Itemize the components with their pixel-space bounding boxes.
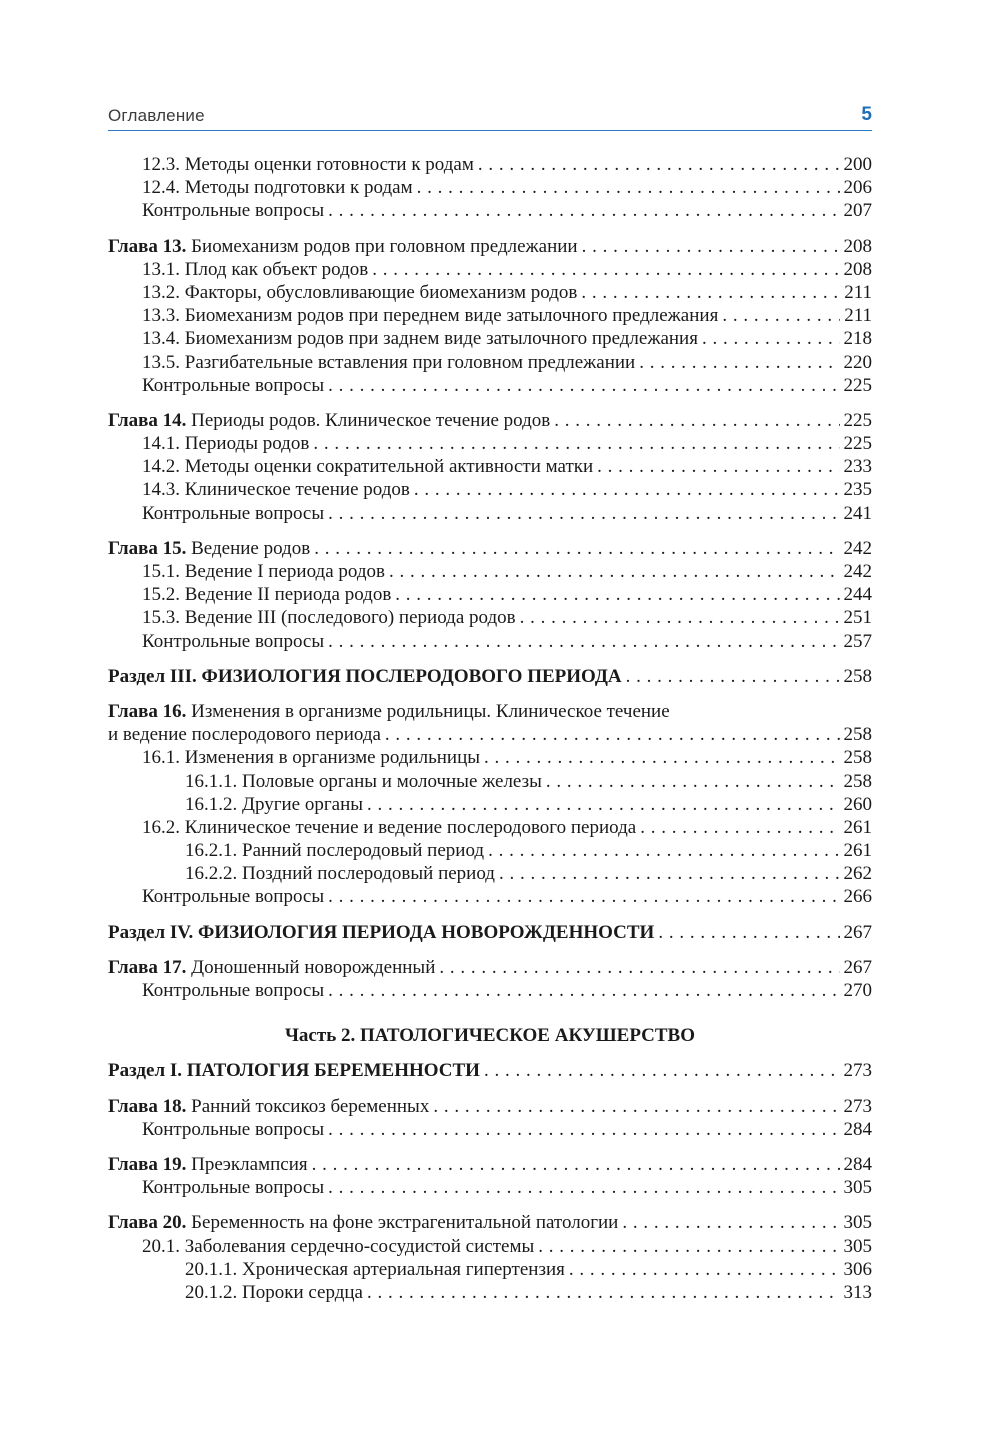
- toc-chapter-18: [108, 1095, 872, 1118]
- toc-chapter-13: [108, 235, 872, 258]
- leader-dots: [414, 478, 840, 501]
- toc-entry-label: Контрольные вопросы: [142, 886, 325, 908]
- toc-entry-label: 13.1. Плод как объект родов: [142, 258, 369, 280]
- leader-dots: [478, 153, 840, 176]
- toc-entry: [108, 770, 872, 793]
- toc-entry: [108, 746, 872, 769]
- toc-entry-label: Контрольные вопросы: [142, 1177, 325, 1199]
- toc-entry: [108, 432, 872, 455]
- running-header: [108, 104, 872, 131]
- leader-dots: [433, 1095, 839, 1118]
- toc-entry: [108, 258, 872, 281]
- toc-entry-page: 261: [843, 816, 872, 838]
- toc-entry-label: 16.2.1. Ранний послеродовый период: [185, 840, 485, 862]
- leader-dots: [367, 1281, 840, 1304]
- leader-dots: [484, 1059, 840, 1082]
- toc-chapter-16-cont: [108, 723, 872, 746]
- leader-dots: [417, 176, 840, 199]
- chapter-prefix: Глава 13.: [108, 235, 187, 257]
- leader-dots: [597, 455, 839, 478]
- toc-entry: [108, 1281, 872, 1304]
- toc-entry-page: 262: [843, 863, 872, 885]
- toc-entry-page: 257: [843, 630, 872, 652]
- toc-entry: [108, 455, 872, 478]
- toc-entry-label: Доношенный новорожденный: [191, 956, 436, 978]
- leader-dots: [640, 816, 839, 839]
- toc-entry-label: Контрольные вопросы: [142, 200, 325, 222]
- leader-dots: [328, 374, 839, 397]
- toc-section-i: [108, 1059, 872, 1082]
- toc-entry-label: Беременность на фоне экстрагенитальной патологии: [191, 1212, 619, 1234]
- toc-chapter-20: [108, 1211, 872, 1234]
- leader-dots: [372, 258, 839, 281]
- toc-entry-page: 261: [843, 840, 872, 862]
- toc-entry-label: 20.1. Заболевания сердечно-сосудистой системы: [142, 1235, 535, 1257]
- toc-entry: [108, 1235, 872, 1258]
- toc-entry: [108, 816, 872, 839]
- toc-section-label: Раздел I. ПАТОЛОГИЯ БЕРЕМЕННОСТИ: [108, 1060, 480, 1082]
- toc-entry-label: Контрольные вопросы: [142, 1118, 325, 1140]
- toc-entry-page: 313: [843, 1281, 872, 1303]
- toc-entry-page: 273: [843, 1095, 872, 1117]
- leader-dots: [520, 606, 840, 629]
- toc-chapter-16: [108, 700, 872, 723]
- leader-dots: [313, 432, 839, 455]
- leader-dots: [328, 1176, 839, 1199]
- leader-dots: [488, 839, 839, 862]
- toc-entry-page: 270: [843, 980, 872, 1001]
- toc-section-iv: [108, 921, 872, 944]
- toc-entry-label: Контрольные вопросы: [142, 980, 325, 1001]
- leader-dots: [328, 979, 839, 1002]
- leader-dots: [622, 1211, 839, 1234]
- toc-entry: [108, 793, 872, 816]
- toc-entry-label: 12.3. Методы оценки готовности к родам: [142, 154, 474, 175]
- toc-entry-page: 207: [843, 200, 872, 222]
- toc-entry-label: 16.2.2. Поздний послеродовый период: [185, 863, 495, 885]
- toc-entry-label: Периоды родов. Клиническое течение родов: [191, 409, 551, 431]
- toc-entry-page: 260: [843, 793, 872, 815]
- toc-entry-page: 211: [844, 305, 872, 327]
- toc-entry-label: 13.2. Факторы, обусловливающие биомеханизм родов: [142, 281, 578, 303]
- toc-entry-label: 13.3. Биомеханизм родов при переднем виде затылочного предлежания: [142, 305, 719, 327]
- toc-entry-label: 15.3. Ведение III (последового) периода родов: [142, 607, 516, 629]
- toc-entry: [108, 979, 872, 1002]
- toc-entry-label: Ведение родов: [191, 537, 311, 559]
- leader-dots: [538, 1235, 839, 1258]
- leader-dots: [484, 746, 839, 769]
- toc-entry-page: 305: [843, 1177, 872, 1199]
- toc-entry: [108, 606, 872, 629]
- toc-entry-page: 305: [843, 1212, 872, 1234]
- toc-chapter-15: [108, 537, 872, 560]
- running-header-title: Оглавление: [108, 106, 205, 125]
- leader-dots: [328, 885, 839, 908]
- toc-entry-page: 242: [843, 537, 872, 559]
- chapter-prefix: Глава 15.: [108, 537, 187, 559]
- chapter-prefix: Глава 14.: [108, 409, 187, 431]
- toc-entry-label: Контрольные вопросы: [142, 502, 325, 524]
- toc-entry-label: Ранний токсикоз беременных: [191, 1095, 430, 1117]
- leader-dots: [582, 235, 840, 258]
- toc-entry-page: 242: [843, 561, 872, 582]
- toc-entry-page: 241: [843, 502, 872, 524]
- leader-dots: [389, 560, 840, 583]
- toc-entry-label: 16.1. Изменения в организме родильницы: [142, 747, 481, 769]
- chapter-prefix: Глава 17.: [108, 956, 187, 978]
- toc-entry-page: 258: [843, 747, 872, 769]
- toc-entry-label: 15.1. Ведение I периода родов: [142, 561, 385, 582]
- toc-entry-label: Контрольные вопросы: [142, 374, 325, 396]
- toc-entry-page: 306: [843, 1258, 872, 1280]
- toc-entry: [108, 630, 872, 653]
- leader-dots: [546, 770, 840, 793]
- toc-entry-page: 305: [843, 1235, 872, 1257]
- toc-entry-page: 258: [843, 665, 872, 687]
- chapter-prefix: Глава 19.: [108, 1153, 187, 1175]
- leader-dots: [554, 409, 839, 432]
- leader-dots: [626, 665, 840, 688]
- leader-dots: [581, 281, 840, 304]
- toc-entry-label: 14.3. Клиническое течение родов: [142, 479, 410, 501]
- toc-entry-label: 15.2. Ведение II периода родов: [142, 584, 392, 606]
- toc-entry: [108, 374, 872, 397]
- toc-entry: [108, 478, 872, 501]
- leader-dots: [367, 793, 839, 816]
- toc-entry-label: 16.2. Клиническое течение и ведение послеродового периода: [142, 816, 637, 838]
- toc-entry-page: 206: [843, 177, 872, 199]
- chapter-prefix: Глава 20.: [108, 1212, 187, 1234]
- table-of-contents: [108, 153, 872, 1304]
- toc-section-label: Раздел IV. ФИЗИОЛОГИЯ ПЕРИОДА НОВОРОЖДЕННОСТИ: [108, 921, 655, 943]
- toc-entry: [108, 199, 872, 222]
- toc-section-iii: [108, 665, 872, 688]
- toc-entry-label: 12.4. Методы подготовки к родам: [142, 177, 413, 199]
- toc-entry-page: 258: [843, 724, 872, 746]
- toc-entry-page: 273: [843, 1060, 872, 1082]
- toc-entry: [108, 1258, 872, 1281]
- leader-dots: [312, 1153, 840, 1176]
- chapter-prefix: Глава 16.: [108, 700, 187, 722]
- toc-entry: [108, 560, 872, 583]
- toc-entry-label: Контрольные вопросы: [142, 630, 325, 652]
- toc-entry-label: и ведение послеродового периода: [108, 724, 381, 746]
- toc-entry: [108, 176, 872, 199]
- toc-entry: [108, 304, 872, 327]
- toc-entry-page: 267: [843, 921, 872, 943]
- toc-entry-page: 218: [843, 328, 872, 350]
- part-heading: Часть 2. ПАТОЛОГИЧЕСКОЕ АКУШЕРСТВО: [284, 1025, 696, 1047]
- toc-entry-page: 225: [843, 409, 872, 431]
- leader-dots: [499, 862, 840, 885]
- toc-entry: [108, 153, 872, 176]
- toc-entry-page: 267: [843, 956, 872, 978]
- leader-dots: [328, 502, 839, 525]
- toc-entry-page: 244: [843, 584, 872, 606]
- leader-dots: [314, 537, 839, 560]
- toc-entry-label: 20.1.1. Хроническая артериальная гипертензия: [185, 1258, 565, 1280]
- toc-entry-page: 258: [843, 770, 872, 792]
- toc-entry: [108, 1176, 872, 1199]
- toc-entry-page: 208: [843, 258, 872, 280]
- leader-dots: [328, 199, 839, 222]
- toc-entry-label: Биомеханизм родов при головном предлежании: [191, 235, 578, 257]
- toc-entry: [108, 351, 872, 374]
- toc-entry-label: 16.1.1. Половые органы и молочные железы: [185, 770, 542, 792]
- toc-section-label: Раздел III. ФИЗИОЛОГИЯ ПОСЛЕРОДОВОГО ПЕРИОДА: [108, 665, 622, 687]
- toc-entry-page: 284: [843, 1118, 872, 1140]
- toc-chapter-14: [108, 409, 872, 432]
- toc-entry: [108, 862, 872, 885]
- leader-dots: [328, 1118, 839, 1141]
- toc-entry-page: 284: [843, 1153, 872, 1175]
- toc-entry-page: 266: [843, 886, 872, 908]
- toc-chapter-19: [108, 1153, 872, 1176]
- leader-dots: [439, 956, 839, 979]
- toc-entry-page: 220: [843, 351, 872, 373]
- leader-dots: [722, 304, 840, 327]
- chapter-prefix: Глава 18.: [108, 1095, 187, 1117]
- toc-entry-page: 200: [843, 154, 872, 175]
- toc-entry-page: 235: [843, 479, 872, 501]
- toc-entry-label: 14.1. Периоды родов: [142, 433, 310, 455]
- toc-entry-page: 211: [844, 281, 872, 303]
- toc-entry: [108, 281, 872, 304]
- toc-entry-page: 225: [843, 374, 872, 396]
- toc-entry-label: 16.1.2. Другие органы: [185, 793, 364, 815]
- toc-entry: [108, 839, 872, 862]
- toc-entry-label: Преэклампсия: [191, 1153, 308, 1175]
- leader-dots: [569, 1258, 840, 1281]
- leader-dots: [702, 327, 840, 350]
- toc-entry-page: 225: [843, 433, 872, 455]
- toc-entry-page: 233: [843, 456, 872, 478]
- leader-dots: [395, 583, 839, 606]
- leader-dots: [639, 351, 839, 374]
- leader-dots: [658, 921, 839, 944]
- toc-entry-page: 208: [843, 235, 872, 257]
- toc-entry-label: 14.2. Методы оценки сократительной активности матки: [142, 456, 594, 478]
- toc-entry: [108, 502, 872, 525]
- toc-entry-page: 251: [843, 607, 872, 629]
- toc-entry: [108, 885, 872, 908]
- toc-entry: [108, 583, 872, 606]
- toc-entry-label: 13.4. Биомеханизм родов при заднем виде затылочного предлежания: [142, 328, 698, 350]
- page-number: 5: [861, 104, 872, 125]
- leader-dots: [385, 723, 840, 746]
- toc-chapter-17: [108, 956, 872, 979]
- toc-entry-label: 20.1.2. Пороки сердца: [185, 1281, 363, 1303]
- toc-entry-label: 13.5. Разгибательные вставления при головном предлежании: [142, 351, 636, 373]
- toc-entry: [108, 327, 872, 350]
- toc-entry: [108, 1118, 872, 1141]
- leader-dots: [328, 630, 839, 653]
- toc-entry-label: Изменения в организме родильницы. Клиническое течение: [191, 700, 670, 722]
